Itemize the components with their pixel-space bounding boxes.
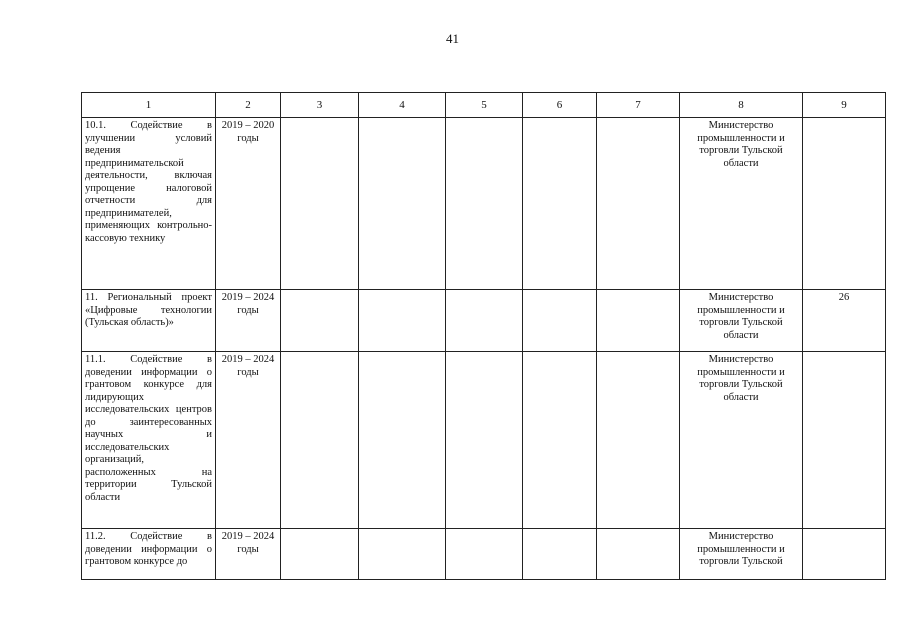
responsible-executor: Министерство промышленности и торговли Тульской области [680,352,803,529]
table-row [82,529,886,580]
measure-name: 11.1. Содействие в доведении информации о грантовом конкурсе для лидирующих исследовательских центров до заинтересованных научных и исследовательских организаций, расположенных на территории Тульской области [82,352,216,529]
table-row [82,352,886,529]
measures-table [81,92,886,580]
column-header: 9 [803,93,886,118]
column-header: 4 [359,93,446,118]
empty-cell [446,118,523,290]
empty-cell [281,529,359,580]
measure-period: 2019 – 2024 годы [216,529,281,580]
empty-cell [359,529,446,580]
table-row [82,290,886,352]
empty-cell [281,290,359,352]
reference-number [803,118,886,290]
empty-cell [446,529,523,580]
column-header: 5 [446,93,523,118]
empty-cell [597,352,680,529]
measure-name: 11. Региональный проект «Цифровые технологии (Тульская область)» [82,290,216,352]
measure-name-text: 11.2. Содействие в доведении информации о грантовом конкурсе до [85,531,212,567]
measure-name [82,529,216,580]
column-header: 3 [281,93,359,118]
page-number: 41 [446,31,459,46]
column-header: 6 [523,93,597,118]
measure-period: 2019 – 2024 годы [216,290,281,352]
column-header: 7 [597,93,680,118]
column-header: 1 [82,93,216,118]
header-row [82,93,886,118]
empty-cell [359,118,446,290]
empty-cell [446,290,523,352]
empty-cell [359,290,446,352]
empty-cell [281,118,359,290]
column-header: 2 [216,93,281,118]
reference-number [803,529,886,580]
responsible-executor-text: Министерство промышленности и торговли Тульской [697,531,785,567]
measure-name: 10.1. Содействие в улучшении условий ведения предпринимательской деятельности, включая упрощение налоговой отчетности для предпринимателей, применяющих контрольно-кассовую технику [82,118,216,290]
empty-cell [359,352,446,529]
reference-number: 26 [803,290,886,352]
empty-cell [597,290,680,352]
empty-cell [523,118,597,290]
responsible-executor: Министерство промышленности и торговли Тульской области [680,290,803,352]
empty-cell [523,529,597,580]
empty-cell [597,118,680,290]
reference-number [803,352,886,529]
measure-period: 2019 – 2020 годы [216,118,281,290]
empty-cell [523,290,597,352]
empty-cell [281,352,359,529]
table-row [82,118,886,290]
responsible-executor [680,529,803,580]
responsible-executor: Министерство промышленности и торговли Тульской области [680,118,803,290]
empty-cell [446,352,523,529]
empty-cell [597,529,680,580]
column-header: 8 [680,93,803,118]
empty-cell [523,352,597,529]
measure-period: 2019 – 2024 годы [216,352,281,529]
